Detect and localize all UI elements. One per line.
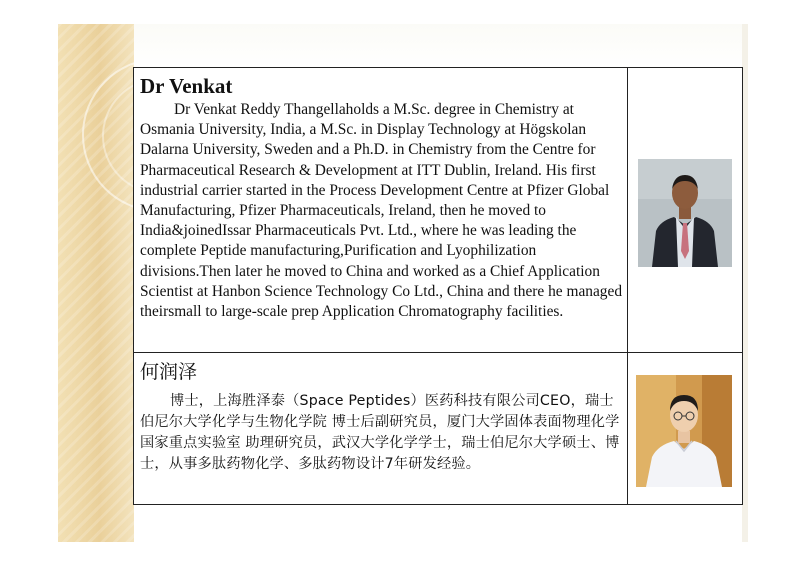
profile-bio: Dr Venkat Reddy Thangellaholds a M.Sc. degree in Chemistry at Osmania University, India, a M.Sc. in Display Technology at Högskolan Dalarna University, Sweden and a Ph.D. in Chemistry from the Centre for Pharmaceutical Research & Development at ITT Dublin, Ireland. His first industrial carrier started in the Process Development Centre at Pfizer Global Manufacturing, Pfizer Pharmaceuticals, Ireland, then he moved to India&joinedIssar Pharmaceuticals Pvt. Ltd., where he was leading the complete Peptide manufacturing,Purification and Lyophilization divisions.Then later he moved to China and worked as a Chief Application Scientist at Hanbon Science Technology Co Ltd., China and there he managed theirsmall to large-scale prep Application Chromatography facilities.: [140, 101, 623, 321]
profile-photo: [638, 159, 732, 267]
decorative-top-strip: [134, 24, 742, 68]
profile-name: 何润泽: [140, 361, 198, 383]
profile-row-venkat: [134, 68, 742, 353]
profile-photo: [636, 375, 732, 487]
profile-bio: 博士，上海胜泽泰（Space Peptides）医药科技有限公司CEO，瑞士伯尼尔大学化学与生物化学院 博士后副研究员，厦门大学固体表面物理化学国家重点实验室 助理研究员，武汉大学化学学士，瑞士伯尼尔大学硕士、博士，从事多肽药物化学、多肽药物设计7年研发经验。: [140, 393, 620, 472]
profile-text-cell: [140, 72, 624, 322]
profile-photo-cell: [628, 68, 742, 352]
bio-table: [133, 67, 743, 505]
person-portrait-image: [636, 375, 732, 487]
profile-photo-cell: [628, 353, 742, 504]
person-portrait-image: [638, 159, 732, 267]
profile-text-cell: [140, 357, 624, 475]
profile-row-he-runze: [134, 353, 742, 504]
profile-name: Dr Venkat: [140, 74, 233, 98]
